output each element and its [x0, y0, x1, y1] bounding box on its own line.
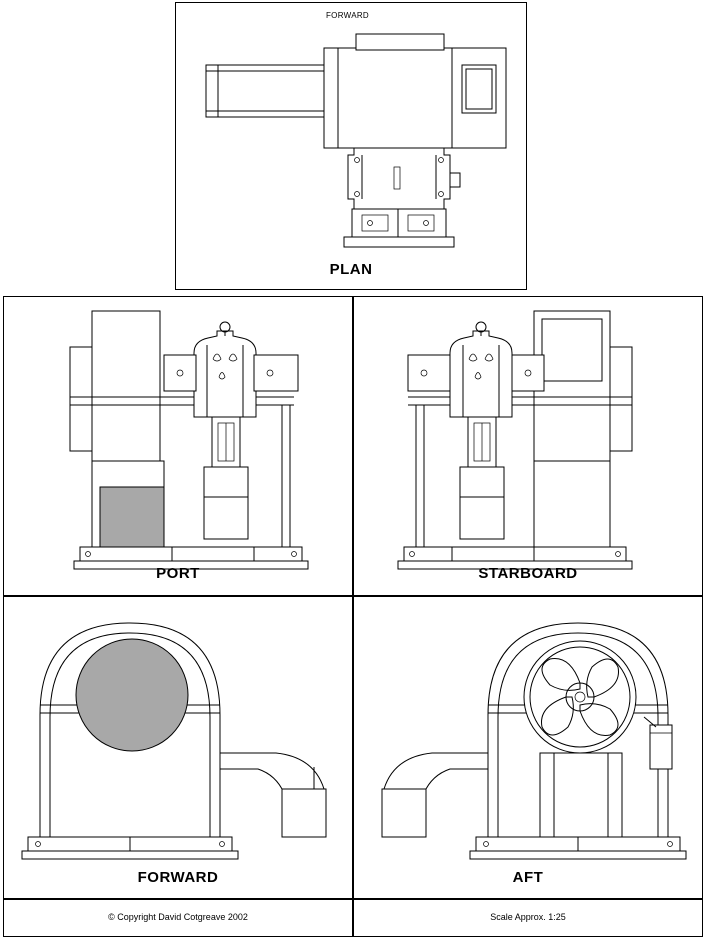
scale-text: Scale Approx. 1:25 [490, 912, 566, 922]
panel-scale [353, 899, 703, 937]
panel-plan-view [175, 2, 527, 290]
plan-view-label: PLAN [329, 261, 373, 278]
port-view-drawing [4, 297, 354, 597]
starboard-view-drawing [354, 297, 704, 597]
panel-starboard-view [353, 296, 703, 596]
aft-view-label: AFT [512, 869, 544, 886]
starboard-view-label: STARBOARD [478, 565, 578, 582]
panel-aft-view [353, 596, 703, 899]
panel-copyright [3, 899, 353, 937]
aft-view-drawing [354, 597, 704, 900]
forward-view-drawing [4, 597, 354, 900]
panel-port-view [3, 296, 353, 596]
forward-view-label: FORWARD [137, 869, 219, 886]
copyright-text: © Copyright David Cotgreave 2002 [108, 912, 248, 922]
plan-view-drawing [176, 3, 528, 291]
panel-forward-view [3, 596, 353, 899]
port-view-label: PORT [156, 565, 200, 582]
plan-forward-note: FORWARD [326, 11, 369, 20]
